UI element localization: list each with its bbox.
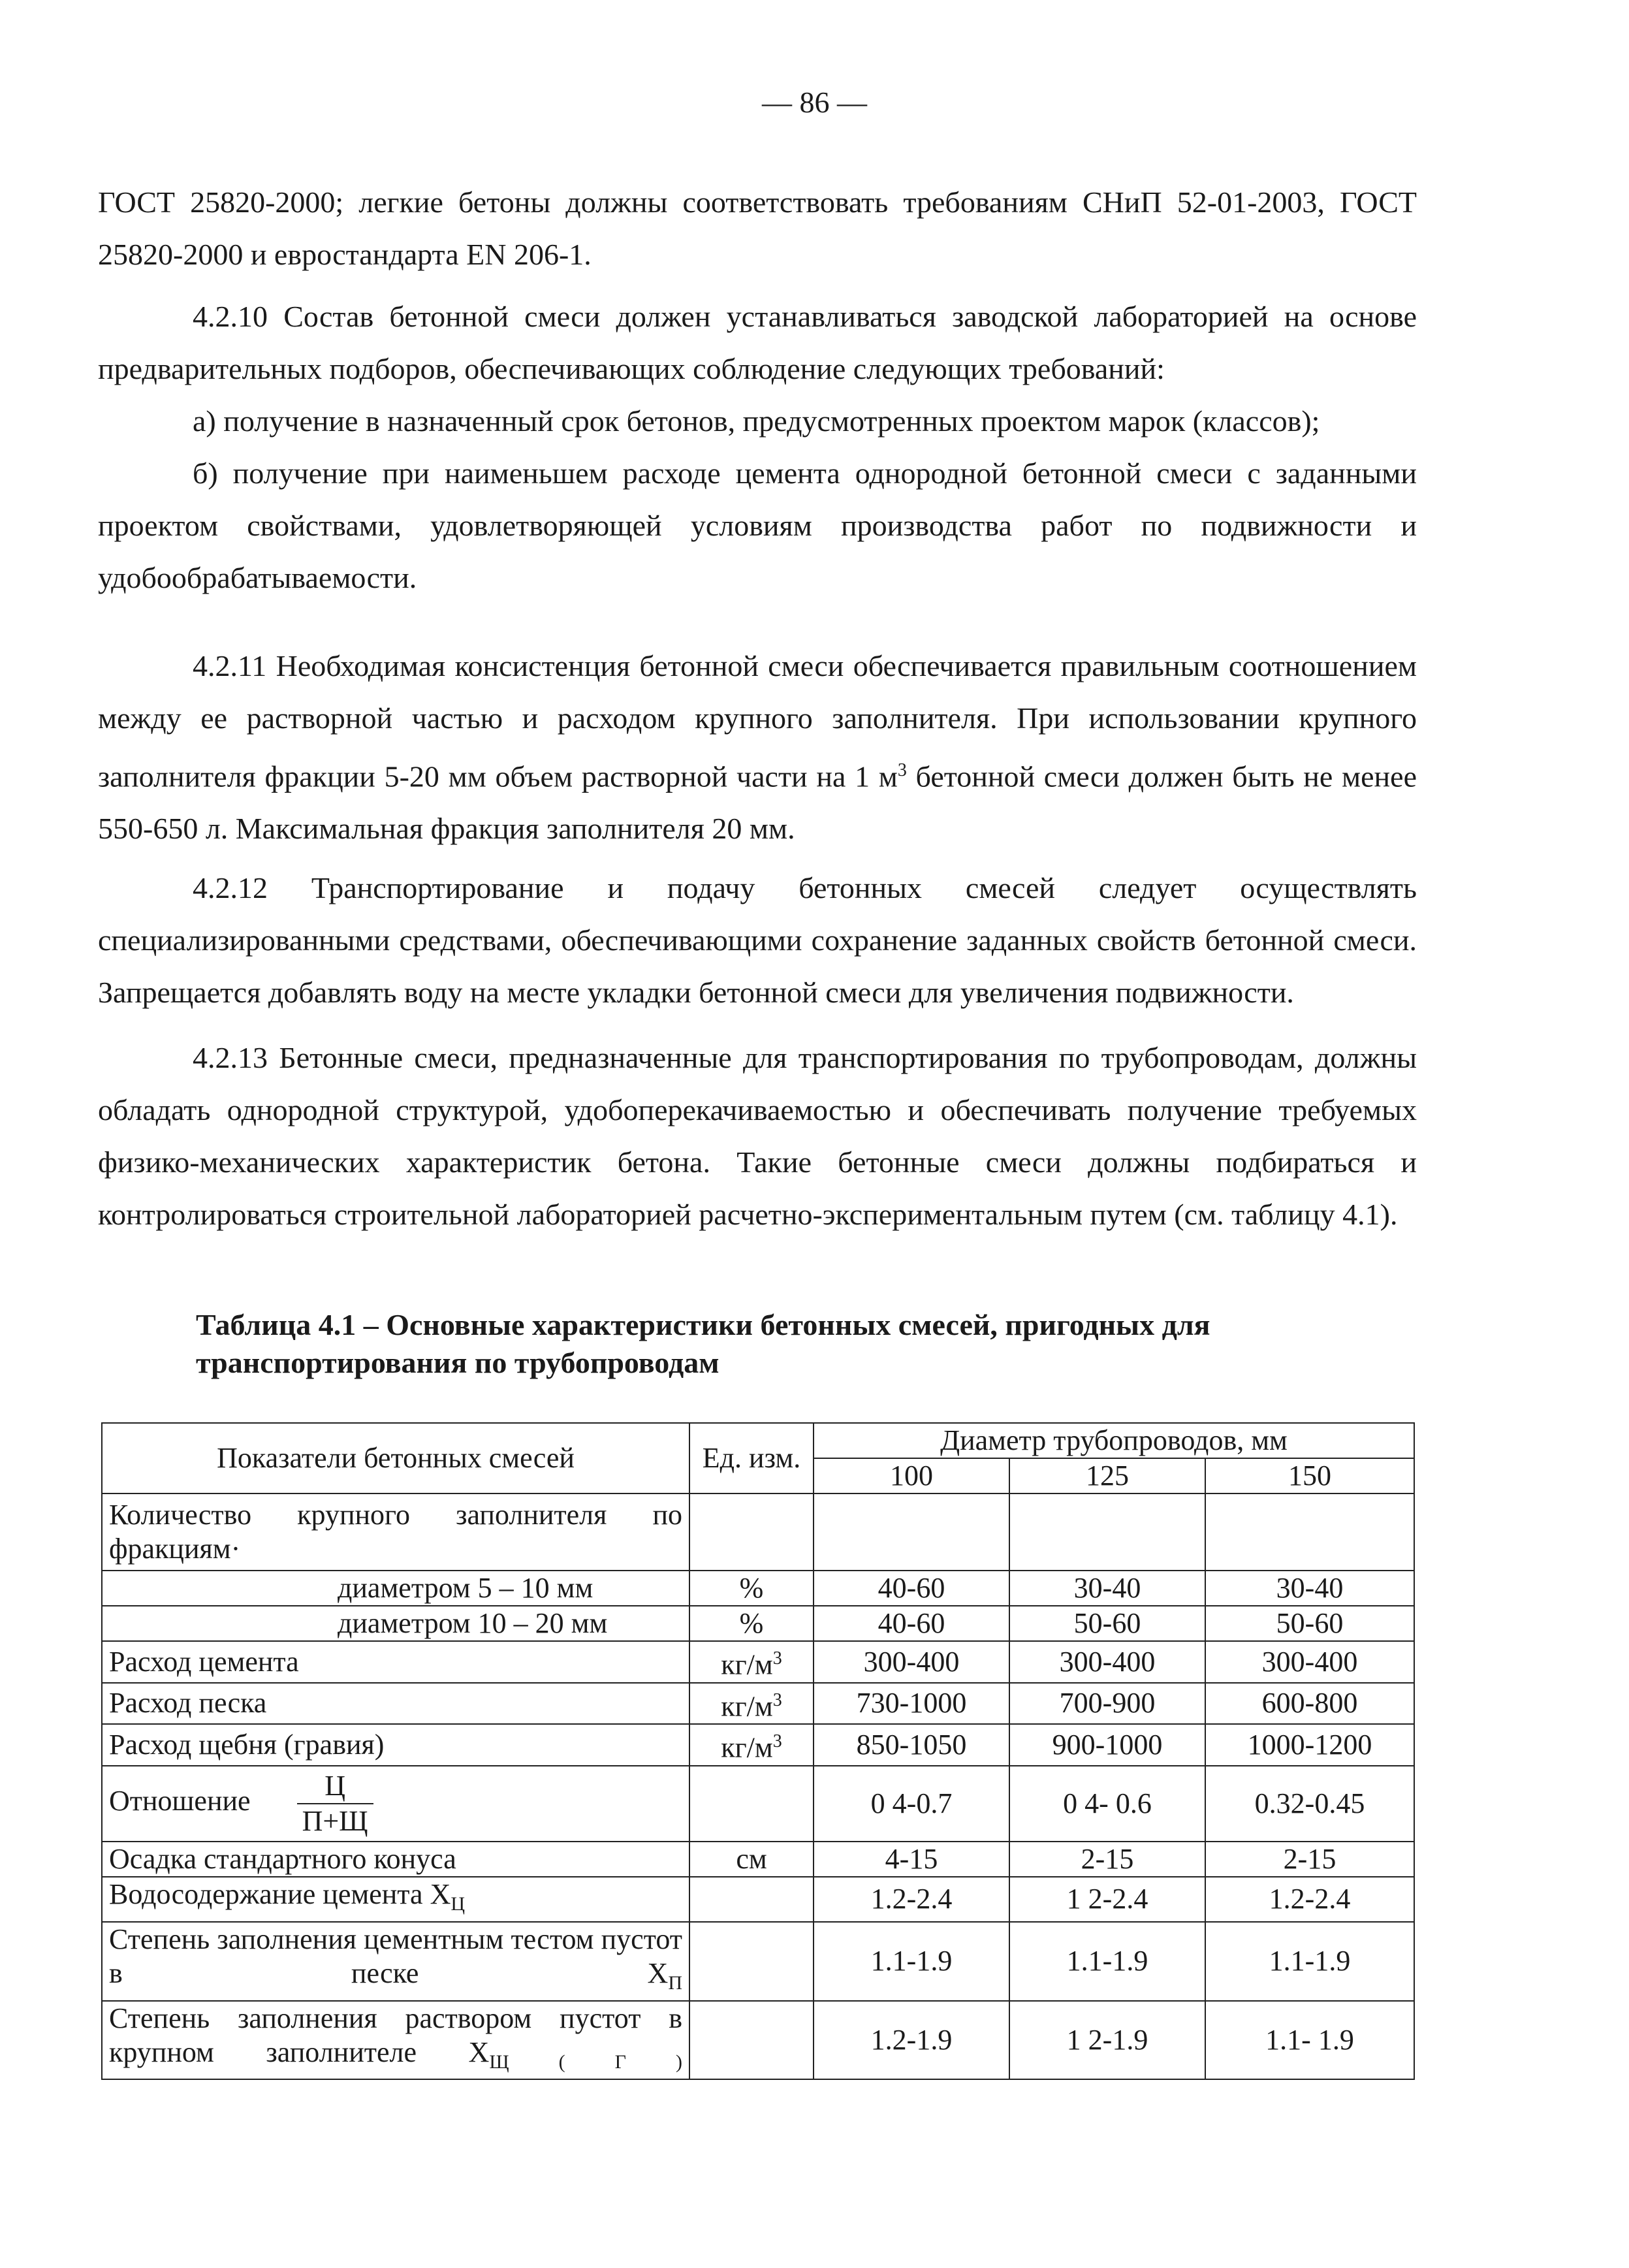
row-label-ratio: [102, 1766, 689, 1842]
header-row: [102, 1423, 1414, 1458]
row-unit-frac10: %: [689, 1606, 814, 1641]
row-unit-cement: $кг/м^3$: [689, 1641, 814, 1683]
paragraph-4-2-13: 4.2.13 Бетонные смеси, предназначенные для транспортирования по трубопроводам, должны обладать однородной структурой, удобоперекачиваемостью и обеспечивать получение требуемых физико-механических характеристик бетона. Такие бетонные смеси должны подбираться и контролироваться строительной лабораторией расчетно-экспериментальным путем (см. таблицу 4.1).: [98, 1041, 1417, 1231]
paragraph-4-2-11-part2: бетонной смеси должен быть не менее 550-650 л. Максимальная фракция заполнителя 20 мм.: [98, 759, 1417, 846]
header-diameter: Диаметр трубопроводов, мм: [814, 1423, 1414, 1458]
table-row: [102, 1724, 1414, 1766]
cell-cement-150: 300-400: [1205, 1641, 1414, 1683]
row-unit-gravel: $кг/м^3$: [689, 1724, 814, 1766]
row-unit-sand: $кг/м^3$: [689, 1683, 814, 1725]
table-row: [102, 1877, 1414, 1922]
paragraph-4-2-11-part1: 4.2.11 Необходимая консистенция бетонной смеси обеспечивается правильным соотношением между ее растворной частью и расходом крупного заполнителя. При использовании крупного заполнителя фракции 5-20 мм объем растворной части на 1 м: [98, 649, 1417, 793]
row-label-frac10: диаметром 10 – 20 мм: [102, 1606, 689, 1641]
row-label-slump: Осадка стандартного конуса: [102, 1842, 689, 1877]
cell-gravel-150: 1000-1200: [1205, 1724, 1414, 1766]
table-row: [102, 1493, 1414, 1571]
cell-ratio-100: 0 4-0.7: [814, 1766, 1009, 1842]
header-d150: 150: [1205, 1458, 1414, 1493]
cell-paste-125: 1.1-1.9: [1009, 1922, 1205, 2001]
row-label-mortar: Степень заполнения раствором пустот в крупном заполнителе $Х_{Щ ( Г )}$: [102, 2001, 689, 2080]
body-text-4-2-10: [98, 291, 1417, 604]
paragraph-4-2-12: 4.2.12 Транспортирование и подачу бетонных смесей следует осуществлять специализированными средствами, обеспечивающими сохранение заданных свойств бетонной смеси. Запрещается добавлять воду на месте укладки бетонной смеси для увеличения подвижности.: [98, 871, 1417, 1009]
header-unit: Ед. изм.: [689, 1423, 814, 1493]
ratio-denominator: П+Щ: [302, 1804, 368, 1837]
paragraph-item-b: б) получение при наименьшем расходе цемента однородной бетонной смеси с заданными проектом свойствами, удовлетворяющей условиям производства работ по подвижности и удобообрабатываемости.: [98, 456, 1417, 594]
row-label-gravel: Расход щебня (гравия): [102, 1724, 689, 1766]
cell-paste-150: 1.1-1.9: [1205, 1922, 1414, 2001]
body-text-4-2-13: [98, 1032, 1417, 1241]
cell-frac10-100: 40-60: [814, 1606, 1009, 1641]
paragraph-item-a: а) получение в назначенный срок бетонов, предусмотренных проектом марок (классов);: [193, 404, 1320, 438]
row-label-water: Водосодержание цемента $Х_Ц$: [102, 1877, 689, 1922]
cell-frac10-125: 50-60: [1009, 1606, 1205, 1641]
body-text-4-2-12: [98, 862, 1417, 1019]
table-row: [102, 1641, 1414, 1683]
cell-frac5-100: 40-60: [814, 1571, 1009, 1606]
table-row: [102, 1842, 1414, 1877]
cell-sand-125: 700-900: [1009, 1683, 1205, 1725]
table-row: [102, 1922, 1414, 2001]
table-row: [102, 1571, 1414, 1606]
ratio-label-text: Отношение: [109, 1785, 251, 1817]
cell-gravel-100: 850-1050: [814, 1724, 1009, 1766]
paragraph-4-2-10: 4.2.10 Состав бетонной смеси должен устанавливаться заводской лабораторией на основе предварительных подборов, обеспечивающих соблюдение следующих требований:: [98, 300, 1417, 385]
cell-sand-100: 730-1000: [814, 1683, 1009, 1725]
cell-water-100: 1.2-2.4: [814, 1877, 1009, 1922]
body-text-top: [98, 176, 1417, 281]
cubic-superscript: 3: [897, 760, 907, 780]
table-row: [102, 1606, 1414, 1641]
ratio-numerator: Ц: [297, 1769, 373, 1804]
ratio-fraction: [297, 1769, 373, 1838]
cell-ratio-150: 0.32-0.45: [1205, 1766, 1414, 1842]
row-label-coarse: Количество крупного заполнителя по фракциям·: [102, 1493, 689, 1571]
body-text-4-2-11: [98, 640, 1417, 855]
cell-water-125: 1 2-2.4: [1009, 1877, 1205, 1922]
cell-frac5-125: 30-40: [1009, 1571, 1205, 1606]
row-label-paste: Степень заполнения цементным тестом пустот в песке $Х_П$: [102, 1922, 689, 2001]
table-row: [102, 1766, 1414, 1842]
cell-slump-125: 2-15: [1009, 1842, 1205, 1877]
cell-paste-100: 1.1-1.9: [814, 1922, 1009, 2001]
row-unit-frac5: %: [689, 1571, 814, 1606]
cell-cement-100: 300-400: [814, 1641, 1009, 1683]
page-number: — 86 —: [762, 86, 867, 119]
row-label-cement: Расход цемента: [102, 1641, 689, 1683]
cell-mortar-100: 1.2-1.9: [814, 2001, 1009, 2080]
row-label-frac5: диаметром 5 – 10 мм: [102, 1571, 689, 1606]
concrete-mix-table: [101, 1422, 1415, 2080]
header-d125: 125: [1009, 1458, 1205, 1493]
cell-ratio-125: 0 4- 0.6: [1009, 1766, 1205, 1842]
cell-sand-150: 600-800: [1205, 1683, 1414, 1725]
cell-slump-100: 4-15: [814, 1842, 1009, 1877]
row-label-sand: Расход песка: [102, 1683, 689, 1725]
cell-slump-150: 2-15: [1205, 1842, 1414, 1877]
cell-gravel-125: 900-1000: [1009, 1724, 1205, 1766]
cell-mortar-125: 1 2-1.9: [1009, 2001, 1205, 2080]
cell-mortar-150: 1.1- 1.9: [1205, 2001, 1414, 2080]
cell-cement-125: 300-400: [1009, 1641, 1205, 1683]
paragraph-gost: ГОСТ 25820-2000; легкие бетоны должны соответствовать требованиям СНиП 52-01-2003, ГОСТ 25820-2000 и евростандарта EN 206-1.: [98, 185, 1417, 271]
header-indicator: Показатели бетонных смесей: [102, 1423, 689, 1493]
cell-frac5-150: 30-40: [1205, 1571, 1414, 1606]
table-row: [102, 2001, 1414, 2080]
header-d100: 100: [814, 1458, 1009, 1493]
paragraph-4-2-11: [98, 640, 1417, 855]
cell-water-150: 1.2-2.4: [1205, 1877, 1414, 1922]
table-row: [102, 1683, 1414, 1725]
row-unit-slump: см: [689, 1842, 814, 1877]
table-caption: Таблица 4.1 – Основные характеристики бетонных смесей, пригодных для транспортирования по трубопроводам: [196, 1308, 1210, 1379]
cell-frac10-150: 50-60: [1205, 1606, 1414, 1641]
